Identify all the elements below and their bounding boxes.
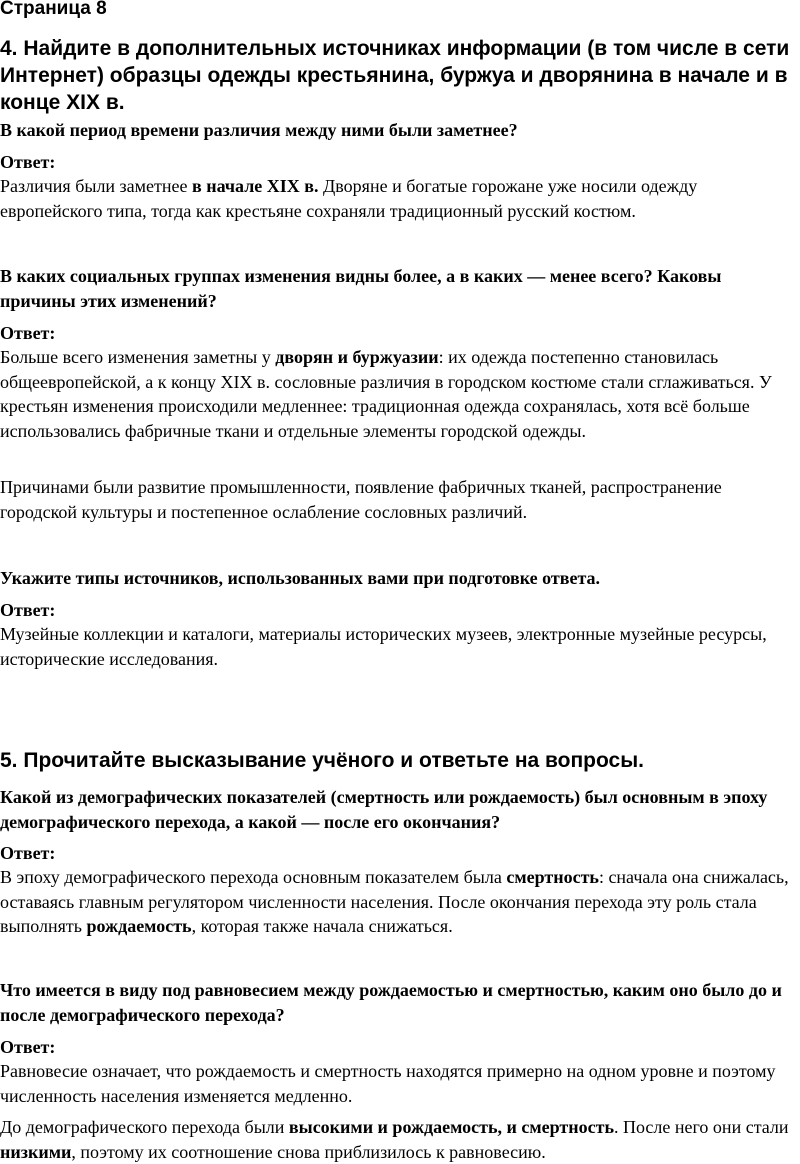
task4-q1-answer: Различия были заметнее в начале XIX в. Дворяне и богатые горожане уже носили одежду европейского типа, тогда как крестьяне сохраняли традиционный русский костюм. xyxy=(0,176,698,221)
task4-q3-question: Укажите типы источников, использованных вами при подготовке ответа. xyxy=(0,568,601,588)
task5-q1-question: Какой из демографических показателей (смертность или рождаемость) был основным в эпоху демографического перехода, а какой — после его окончания? xyxy=(0,787,768,832)
task4-q3-answer: Музейные коллекции и каталоги, материалы исторических музеев, электронные музейные ресурсы, исторические исследования. xyxy=(0,624,767,669)
task5-q2-answer-label: Ответ: xyxy=(0,1037,56,1057)
task4-q2-answer-emphasis: дворян и буржуазии xyxy=(275,347,439,367)
task4-q2-answer-paragraph-2: Причинами были развитие промышленности, появление фабричных тканей, распространение городской культуры и постепенное ослабление сословных различий. xyxy=(0,477,722,522)
task5-q2-question: Что имеется в виду под равновесием между рождаемостью и смертностью, каким оно было до и после демографического перехода? xyxy=(0,980,782,1025)
task5-q1-answer-emphasis-1: смертность xyxy=(506,867,599,887)
task5-q2-answer-emphasis-2: низкими xyxy=(0,1141,72,1162)
task5-heading: 5. Прочитайте высказывание учёного и ответьте на вопросы. xyxy=(0,749,644,772)
page-label: Страница 8 xyxy=(0,0,107,19)
task4-q1-answer-emphasis: в начале XIX в. xyxy=(192,176,319,196)
task4-q3-answer-label: Ответ: xyxy=(0,600,56,620)
task4-q2-answer-label: Ответ: xyxy=(0,323,56,343)
task4-q1-answer-label: Ответ: xyxy=(0,152,56,172)
task5-q1-answer: В эпоху демографического перехода основным показателем была смертность: сначала она снижалась, оставаясь главным регулятором численности населения. После окончания перехода эту роль стала выполнять рождаемость, которая также начала снижаться. xyxy=(0,867,789,936)
task4-heading: 4. Найдите в дополнительных источниках информации (в том числе в сети Интернет) образцы одежды крестьянина, буржуа и дворянина в начале и в конце XIX в. xyxy=(0,37,790,114)
task5-q2-answer-paragraph-2: До демографического перехода были высокими и рождаемость, и смертность. После него они стали низкими, поэтому их соотношение снова приблизилось к равновесию. xyxy=(0,1117,789,1162)
task5-q2-answer-paragraph-1: Равновесие означает, что рождаемость и смертность находятся примерно на одном уровне и поэтому численность населения изменяется медленно. xyxy=(0,1061,776,1106)
task5-q1-answer-label: Ответ: xyxy=(0,843,56,863)
task5-q1-answer-emphasis-2: рождаемость xyxy=(86,916,192,936)
task4-q2-answer-paragraph-1: Больше всего изменения заметны у дворян и буржуазии: их одежда постепенно становилась общеевропейской, а к концу XIX в. сословные различия в городском костюме стали сглаживаться. У крестьян изменения происходили медленнее: традиционная одежда сохранялась, хотя всё больше использовались фабричные ткани и отдельные элементы городской одежды. xyxy=(0,347,772,441)
task5-q2-answer-emphasis-1: высокими и рождаемость, и смертность xyxy=(288,1117,614,1137)
task4-q1-question: В какой период времени различия между ними были заметнее? xyxy=(0,120,518,140)
task4-q2-question: В каких социальных группах изменения видны более, а в каких — менее всего? Каковы причины этих изменений? xyxy=(0,266,722,311)
